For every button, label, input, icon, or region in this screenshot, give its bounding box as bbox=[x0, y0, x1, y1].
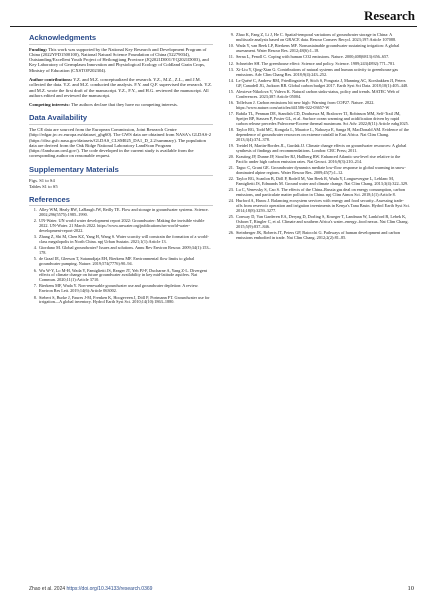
reference-item: 17. Babila TL, Penman DE, Standish CD, Doubrawa M, Bralower TJ, Robinson MM, Self-Trail JM, Speijer RP, Stassen P, Foster GL, et al. Surface ocean warming and acidification driven by rapid carbon release precedes Paleocene-Eocene thermal maximum. Sci Adv. 2022;8(11):Article eabg1025. bbox=[235, 112, 410, 126]
citation-line bbox=[29, 586, 152, 592]
competing-text: The authors declare that they have no competing interests. bbox=[70, 102, 178, 108]
data-availability-heading: Data Availability bbox=[29, 113, 213, 125]
reference-item: 12. Schneider SH. The greenhouse effect: Science and policy. Science. 1989;243(4892):771–781. bbox=[235, 62, 410, 67]
reference-item: 14. Le Quéré C, Andrew RM, Friedlingstein P, Sitch S, Pongratz J, Manning AC, Korsbakken JI, Peters GP, Canadell JG, Jackson RB. Global carbon budget 2017. Earth Syst Sci Data. 2018;10(1):405–448. bbox=[235, 79, 410, 89]
reference-item: 9. Zhao K, Fang Z, Li J, He C. Spatial-temporal variations of groundwater storage in China: A multiscale analysis based on GRACE data. Resour Conserv Recycl. 2023;197:Article 107088. bbox=[235, 33, 410, 43]
references-list-right bbox=[224, 33, 410, 241]
references-heading: References bbox=[29, 195, 213, 207]
page-number: 10 bbox=[407, 585, 414, 592]
competing-label: Competing interests: bbox=[29, 102, 70, 108]
doi-link[interactable]: https://doi.org/10.34133/research.0369 bbox=[66, 586, 153, 592]
left-column bbox=[29, 33, 213, 311]
page-header bbox=[0, 0, 427, 28]
reference-item: 15. Alexieva-Nikolova V, Valeva K. Natural carbon sinks-status, policy and trends. MATEC Web of Conferences. 2023;387:Article 05004. bbox=[235, 90, 410, 100]
reference-item: 4. Giordano M. Global groundwater? Issues and solutions. Annu Rev Environ Resour. 2009;34(1):153–178. bbox=[38, 246, 213, 256]
funding-label: Funding: bbox=[29, 46, 48, 52]
journal-name: Research bbox=[363, 8, 415, 23]
reference-item: 13. Xi-Liu Y, Qing-Xian G. Contributions of natural systems and human activity to greenhouse gas emissions. Adv Clim Chang Res. 2018;9(4):243–252. bbox=[235, 68, 410, 78]
reference-item: 23. Lu C, Venevsky S, Cao S. The effects of the China–Russia gas deal on energy consumption, carbon emissions, and particulate matter pollution in China. npj Clim Atmos Sci. 2018;1(1):Article 8. bbox=[235, 188, 410, 198]
reference-item: 19. Treidel H, Martin-Bordes JL, Gurdak JJ. Climate change effects on groundwater resources: A global synthesis of findings and recommendations. London: CRC Press; 2011. bbox=[235, 144, 410, 154]
reference-item: 8. Siebert S, Burke J, Faures J-M, Frenken K, Hoogeveen J, Döll P, Portmann FT. Groundwater use for irrigation—A global inventory. Hydrol Earth Syst Sci. 2010;14(10):1863–1880. bbox=[38, 296, 213, 306]
reference-item: 1. Alley WM, Healy RW, LaBaugh JW, Reilly TE. Flow and storage in groundwater systems. Science. 2002;296(5575):1985–1990. bbox=[38, 208, 213, 218]
reference-item: 11. Serna L, Fenoll C. Coping with human CO2 emissions. Nature. 2000;408(6813):656–657. bbox=[235, 55, 410, 60]
reference-item: 20. Krasting JP, Dunne JP, Stouffer RJ, Hallberg RW. Enhanced Atlantic sea-level rise relative to the Pacific under high carbon emission rates. Nat Geosci. 2016;9(3):210–214. bbox=[235, 155, 410, 165]
reference-item: 25. Conway D, Van Garderen EA, Deryng D, Dorling S, Krueger T, Landman W, Lankford B, Lebek K, Osborn T, Ringler C, et al. Climate and southern Africa's water–energy–food nexus. Nat Clim Chang. 2015;5(9):837–846. bbox=[235, 215, 410, 229]
reference-item: 18. Taylor RG, Todd MC, Kongola L, Maurice L, Nahozya E, Sanga H, MacDonald AM. Evidence of the dependence of groundwater resources on extreme rainfall in East Africa. Nat Clim Chang. 2013;3(4):374–378. bbox=[235, 128, 410, 142]
contributions-text: Y.Z. and M.Z. conceptualized the research. Y.Z., M.Z., Z.L., and J.M. collected the data. Y.Z. and M.Z. conducted the analysis. F.Y. and Q.F. supervised the research. Y.Z. and M.Z. wrote the first draft of the manuscript. Y.Z., F.Y., and H.G. reviewed the manuscript. All authors edited and reviewed the manuscript. bbox=[29, 76, 213, 98]
reference-item: 2. UN-Water. UN world water development report 2022: Groundwater: Making the invisible visible 2022. UN-Water. 21 March 2022. https://www.unwater.org/publications/un-world-water-development-report-2022. bbox=[38, 219, 213, 233]
supplementary-heading: Supplementary Materials bbox=[29, 165, 213, 177]
reference-item: 24. Hurford A, Harou J. Balancing ecosystem services with energy and food security–Assessing trade-offs from reservoir operation and irrigation investments in Kenya's Tana Basin. Hydrol Earth Syst Sci. 2014;18(8):3259–3277. bbox=[235, 199, 410, 213]
contributions-paragraph bbox=[29, 77, 213, 98]
references-section bbox=[29, 195, 213, 305]
data-availability-section bbox=[29, 113, 213, 158]
acknowledgments-section bbox=[29, 33, 213, 107]
reference-item: 16. Tollefson J. Carbon emissions hit new high: Warning from COP27. Nature. 2022. https://www.nature.com/articles/d41586-022-03657-W bbox=[235, 101, 410, 111]
funding-text: This work was supported by the National Key Research and Development Program of China (2022YFD1500100), National Natural Science Foundation of China (52279034), Outstanding/Excellent Youth Project of Heilongjiang Province (JQ2021D001/YQ2021D003), and Key Laboratory of Germplasm Innovation and Physiological Ecology of Coldland Grain Crops, Ministry of Education (CXSTOP202304). bbox=[29, 46, 209, 73]
funding-paragraph bbox=[29, 47, 213, 73]
reference-item: 7. Bierkens MF, Wada Y. Non-renewable groundwater use and groundwater depletion: A review. Environ Res Lett. 2019;14(6):Article 063002. bbox=[38, 284, 213, 294]
supplementary-tables: Tables S1 to S5 bbox=[29, 183, 58, 189]
reference-item: 21. Taguc C, Grant GE. Groundwater dynamics mediate low-flow response to global warming in snow-dominated alpine regions. Water Resour Res. 2009;45(7):1–12. bbox=[235, 166, 410, 176]
contributions-label: Author contributions: bbox=[29, 76, 73, 82]
right-column bbox=[224, 33, 410, 242]
citation-prefix: Zhao et al. 2024 bbox=[29, 586, 66, 592]
supplementary-figs: Figs. S1 to S4 bbox=[29, 178, 55, 184]
header-rule bbox=[10, 26, 417, 27]
supplementary-section bbox=[29, 165, 213, 189]
references-list-left bbox=[29, 208, 213, 305]
reference-item: 3. Zhang Z, Shi M, Chen KZ, Yang H, Wang S. Water scarcity will constrain the formation of a world-class megalopolis in North China. npj Urban Sustain. 2021;1(1):Article 13. bbox=[38, 235, 213, 245]
reference-item: 26. Steinberger JK, Roberts JT, Peters GP, Baiocchi G. Pathways of human development and carbon emissions embodied in trade. Nat Clim Chang. 2012;2(2):81–85. bbox=[235, 231, 410, 241]
data-availability-text: The CE data are sourced from the European Commission, Joint Research Centre (http://edgar.jrc.ec.europa.eu/dataset_ghg60). The GWS data are obtained from NASA's GLDAS-2 (https://disc.gsfc.nasa.gov/datasets/GLDAS_CLSM025_DA1_D_2.2/summary). The population data are derived from the Oak Ridge National Laboratory LandScan Program (https://landscan.ornl.gov/). The code developed in the current study is available from the corresponding author on reasonable request. bbox=[29, 126, 212, 159]
competing-paragraph bbox=[29, 102, 213, 107]
reference-item: 10. Wada Y, van Beek LP, Bierkens MF. Nonsustainable groundwater sustaining irrigation: A global assessment. Water Resour Res. 2012;48(6):1–18. bbox=[235, 44, 410, 54]
reference-item: 5. de Graaf IE, Gleeson T, Sutanudjaja EH, Bierkens MF. Environmental flow limits to global groundwater pumping. Nature. 2019;574(7776):90–94. bbox=[38, 257, 213, 267]
reference-item: 6. Wu W-Y, Lo M-H, Wada Y, Famiglietti JS, Reager JT, Yeh PJ-F, Ducharne A, Yang Z-L. Divergent effects of climate change on future groundwater availability in key mid-latitude aquifers. Nat Commun. 2020;11(1):Article 3710. bbox=[38, 269, 213, 283]
reference-item: 22. Taylor RG, Scanlon B, Döll P, Rodell M, Van Beek R, Wada Y, Longuevergne L, Leblanc M, Famiglietti JS, Edmunds M. Ground water and climate change. Nat Clim Chang. 2013;3(4):322–329. bbox=[235, 177, 410, 187]
acknowledgments-heading: Acknowledgments bbox=[29, 33, 213, 45]
page-footer bbox=[0, 585, 427, 599]
